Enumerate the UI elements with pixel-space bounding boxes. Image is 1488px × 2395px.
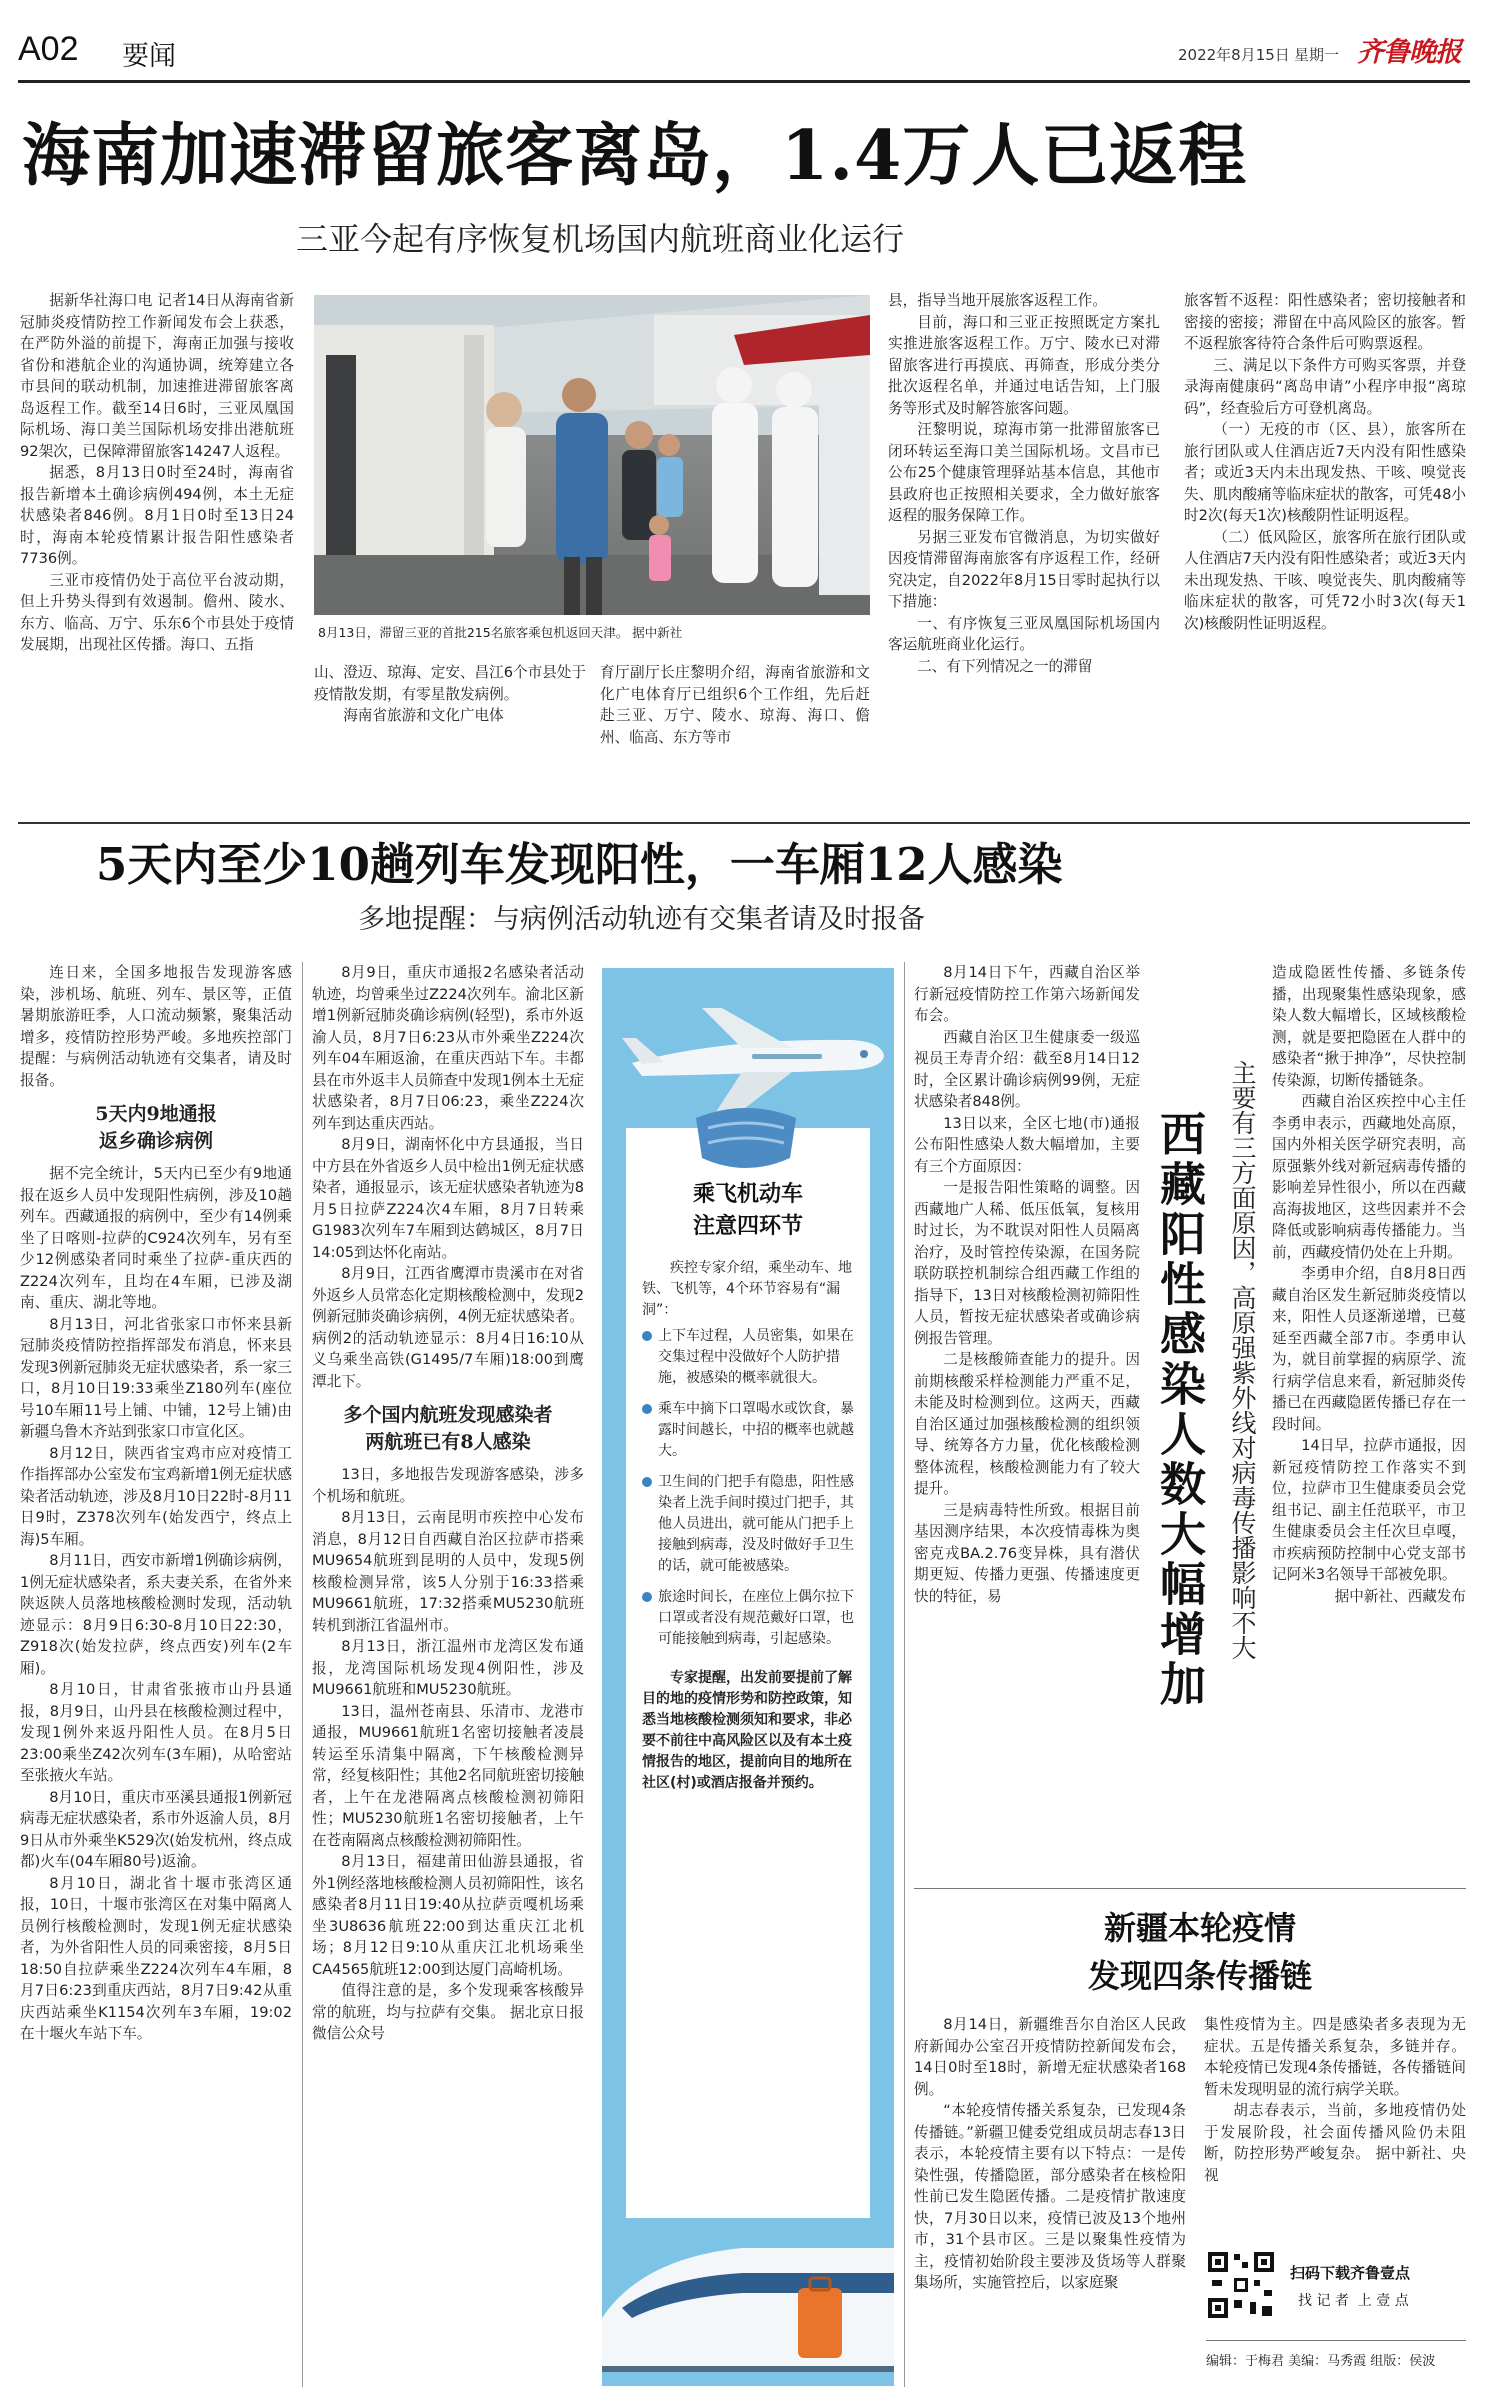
face-mask-icon xyxy=(686,1088,806,1178)
sidebar-title: 乘飞机动车 注意四环节 xyxy=(692,1181,803,1239)
sidebar-outro: 专家提醒，出发前要提前了解目的地的疫情形势和防控政策，知悉当地核酸检测须知和要求，非必要不前往中高风险区以及有本土疫情报告的地区，提前向目的地所在社区(村)或酒店报备并预约。 xyxy=(642,1670,852,1791)
col-rule xyxy=(904,962,905,2387)
subhead-flights: 多个国内航班发现感染者 两航班已有8人感染 xyxy=(343,1404,553,1453)
xizang-col-2: 造成隐匿性传播、多链条传播，出现聚集性感染现象，感染人数大幅增长，区域核酸检测，就是要把隐匿在人群中的感染者“揪于抻净”，尽快控制传染源，切断传播链条。 西藏自治区疾控中心主任李勇申表示，西藏地处高原，国内外相关医学研究表明，高原强紫外线对新冠病毒传播的影响差异性很小，所以在西藏高海拔地区，这些因素并不会降低或影响病毒传播能力。当前，西藏疫情仍处在上升期。 李勇申介绍，自8月8日西藏自治区发生新冠肺炎疫情以来，阳性人员逐渐递增，已蔓延至西藏全部7市。李勇申认为，就目前掌握的病原学、流行病学信息来看，新冠肺炎传播已在西藏隐匿传播已存在一段时间。 14日早，拉萨市通报，因新冠疫情防控工作落实不到位，拉萨市卫生健康委员会党组书记、副主任范联平，市卫生健康委员会主任次旦卓嘎，市疾病预防控制中心党支部书记阿米3名领导干部被免职。 据中新社、西藏发布 xyxy=(1272,964,1466,1605)
qr-text-1: 扫码下载齐鲁壹点 xyxy=(1290,2264,1411,2282)
issue-date: 2022年8月15日 xyxy=(1178,46,1290,64)
train-col-2: 8月9日，重庆市通报2名感染者活动轨迹，均曾乘坐过Z224次列车。渝北区新增1例新冠肺炎确诊病例(轻型)，系市外返渝人员，8月7日6:23从市外乘坐Z224次列车04车厢返渝，在重庆西站下车。丰都县在市外返丰人员筛查中发现1例本土无症状感染者，8月7日06:23，乘坐Z224次列车到达重庆西站。 8月9日，湖南怀化中方县通报，当日中方县在外省返乡人员中检出1例无症状感染者，通报显示，该无症状感染者轨迹为8月5日拉萨Z224次4车厢，8月7日转乘G1983次列车7车厢到达鹤城区，8月7日14:05到达怀化南站。 8月9日，江西省鹰潭市贵溪市在对省外返乡人员常态化定期核酸检测中，发现2例新冠肺炎确诊病例，4例无症状感染者。病例2的活动轨迹显示：8月4日16:10从义乌乘坐高铁(G1495/7车厢)18:00到鹰潭北下。 多个国内航班发现感染者 两航班已有8人感染 13日，多地报告发现游客感染，涉多个机场和航班。 8月13日，云南昆明市疾控中心发布消息，8月12日自西藏自治区拉萨市搭乘MU9654航班到昆明的人员中，发现5例核酸检测异常，该5人分别于16:33搭乘MU9661航班，17:32搭乘MU5230航班转机到浙江省温州市。 8月13日，浙江温州市龙湾区发布通报，龙湾国际机场发现4例阳性，涉及MU9661航班和MU5230航班。 13日，温州苍南县、乐清市、龙港市通报，MU9661航班1名密切接触者凌晨转运至乐清集中隔离，下午核酸检测异常，经复核阳性；其他2名同航班密切接触者，上午在龙港隔离点核酸检测初筛阳性；MU5230航班1名密切接触者，上午在苍南隔离点核酸检测初筛阳性。 8月13日，福建莆田仙游县通报，省外1例经落地核酸检测人员初筛阳性，该名感染者8月11日19:40从拉萨贡嘎机场乘坐3U8636航班22:00到达重庆江北机场；8月12日9:10从重庆江北机场乘坐CA4565航班12:00到达厦门高崎机场。 值得注意的是，多个发现乘客核酸异常的航班，均与拉萨有交集。 据北京日报微信公众号 xyxy=(312,964,584,2042)
hainan-col-5: 旅客暂不返程：阳性感染者；密切接触者和密接的密接；滞留在中高风险区的旅客。暂不返程旅客待符合条件后可购票返程。 三、满足以下条件方可购买客票，并登录海南健康码“离岛申请”小程序申报“离琼码”，经查验后方可登机离岛。 （一）无疫的市（区、县），旅客所在旅行团队或人住酒店近7天内没有阳性感染者；或近3天内未出现发热、干咳、嗅觉丧失、肌肉酸痛等临床症状的散客，可凭48小时2次(每天1次)核酸阴性证明返程。 （二）低风险区，旅客所在旅行团队或人住酒店7天内没有阳性感染者；或近3天内未出现发热、干咳、嗅觉丧失、肌肉酸痛等临床症状的散客，可凭72小时3次(每天1次)核酸阴性证明返程。 xyxy=(1184,292,1466,632)
hainan-col-3-bottom: 育厅副厅长庄黎明介绍，海南省旅游和文化广电体育厅已组织6个工作组，先后赶赴三亚、万宁、陵水、琼海、海口、儋州、临高、东方等市 xyxy=(600,664,870,746)
tip-item: 卫生间的门把手有隐患，阳性感染者上洗手间时摸过门把手，其他人员进出，就可能从门把手上接触到病毒，没及时做好手卫生的话，就可能被感染。 xyxy=(642,1472,856,1577)
bullet-icon xyxy=(642,1592,652,1602)
header-rule xyxy=(18,80,1470,83)
xizang-col-1: 8月14日下午，西藏自治区举行新冠疫情防控工作第六场新闻发布会。 西藏自治区卫生健康委一级巡视员王寿青介绍：截至8月14日12时，全区累计确诊病例99例，无症状感染者848例。 13日以来，全区七地(市)通报公布阳性感染人数大幅增加，主要有三个方面原因： 一是报告阳性策略的调整。因西藏地广人稀、低压低氧，复核用时过长，为不耽误对阳性人员隔离治疗，及时管控传染源，在国务院联防联控机制综合组西藏工作组的指导下，13日对核酸检测初筛阳性人员，暂按无症状感染者或确诊病例报告管理。 二是核酸筛查能力的提升。因前期核酸采样检测能力严重不足，未能及时检测到位。这两天，西藏自治区通过加强核酸检测的组织领导、统筹各方力量，优化核酸检测整体流程，核酸检测能力有了较大提升。 三是病毒特性所致。根据目前基因测序结果，本次疫情毒株为奥密克戎BA.2.76变异株，具有潜伏期更短、传播力更强、传播速度更快的特征，易 xyxy=(914,964,1140,1605)
xizang-title: 西藏阳性感染人数大幅增加 xyxy=(1153,1110,1207,1710)
xinjiang-title: 新疆本轮疫情 发现四条传播链 xyxy=(1087,1909,1312,1995)
sidebar-intro: 疾控专家介绍，乘坐动车、地铁、飞机等，4个环节容易有“漏洞”： xyxy=(642,1260,852,1318)
train-col-1: 连日来，全国多地报告发现游客感染，涉机场、航班、列车、景区等，正值暑期旅游旺季，人口流动频繁，聚集活动增多，疫情防控形势严峻。多地疾控部门提醒：与病例活动轨迹有交集者，请及时报备。 5天内9地通报 返乡确诊病例 据不完全统计，5天内已至少有9地通报在返乡人员中发现阳性病例，涉及10趟列车。西藏通报的病例中，至少有14例乘坐了日喀则-拉萨的C924次列车，另有至少12例感染者同时乘坐了拉萨-重庆西的Z224次列车，且均在4车厢，已涉及湖南、重庆、湖北等地。 8月13日，河北省张家口市怀来县新冠肺炎疫情防控指挥部发布消息，怀来县发现3例新冠肺炎无症状感染者，系一家三口，8月10日19:33乘坐Z180列车(座位号10车厢11号上铺、中铺，12号上铺)由新疆乌鲁木齐站到张家口市宣化区。 8月12日，陕西省宝鸡市应对疫情工作指挥部办公室发布宝鸡新增1例无症状感染者活动轨迹，涉及8月10日22时-8月11日9时，Z378次列车(始发西宁，终点上海)5车厢。 8月11日，西安市新增1例确诊病例，1例无症状感染者，系夫妻关系，在省外来陕返陕人员落地核酸检测时发现，活动轨迹显示：8月9日6:30-8月10日22:30，Z918次(始发拉萨，终点西安)列车(2车厢)。 8月10日，甘肃省张掖市山丹县通报，8月9日，山丹县在核酸检测过程中，发现1例外来返丹阳性人员。在8月5日23:00乘坐Z42次列车(3车厢)，从哈密站至张掖火车站。 8月10日，重庆市巫溪县通报1例新冠病毒无症状感染者，系市外返渝人员，8月9日从市外乘坐K529次(始发杭州，终点成都)火车(04车厢80号)返渝。 8月10日，湖北省十堰市张湾区通报，10日，十堰市张湾区在对集中隔离人员例行核酸检测时，发现1例无症状感染者，为外省阳性人员的同乘密接，8月5日18:50自拉萨乘坐Z224次列车4车厢，8月7日6:23到重庆西站，8月7日9:42从重庆西站乘坐K1154次列车3车厢，19:02在十堰火车站下车。 xyxy=(20,964,292,2042)
xinjiang-col-left: 8月14日，新疆维吾尔自治区人民政府新闻办公室召开疫情防控新闻发布会，14日0时至18时，新增无症状感染者168例。 “本轮疫情传播关系复杂，已发现4条传播链。”新疆卫健委党组成员胡志春13日表示，本轮疫情主要有以下特点：一是传染性强，传播隐匿，部分感染者在核检阳性前已发生隐匿传播。二是疫情扩散速度快，7月30日以来，疫情已波及13个地州市，31个县市区。三是以聚集性疫情为主，疫情初始阶段主要涉及货场等人群聚集场所，实施管控后，以家庭聚 xyxy=(914,2016,1186,2291)
headline-hainan: 海南加速滞留旅客离岛，1.4万人已返程 xyxy=(22,116,1248,196)
sidebar-panel xyxy=(626,1128,870,2226)
tip-item: 乘车中摘下口罩喝水或饮食，暴露时间越长，中招的概率也就越大。 xyxy=(642,1399,856,1462)
headline-train: 5天内至少10趟列车发现阳性，一车厢12人感染 xyxy=(96,838,1063,891)
tip-item: 上下车过程，人员密集，如果在交集过程中没做好个人防护措施，被感染的概率就很大。 xyxy=(642,1326,856,1389)
subhead-train: 多地提醒：与病例活动轨迹有交集者请及时报备 xyxy=(358,904,925,935)
paper-logo: 齐鲁晚报 xyxy=(1357,37,1461,68)
bullet-icon xyxy=(642,1404,652,1414)
subhead-hainan: 三亚今起有序恢复机场国内航班商业化运行 xyxy=(296,220,905,258)
photo-caption: 8月13日，滞留三亚的首批215名旅客乘包机返回天津。 据中新社 xyxy=(318,625,683,640)
xinjiang-divider xyxy=(914,1888,1466,1889)
subhead-9-places: 5天内9地通报 返乡确诊病例 xyxy=(95,1103,217,1152)
xizang-subtitle: 主要有三方面原因，高原强紫外线对病毒传播影响不大 xyxy=(1228,1060,1257,1660)
col-rule xyxy=(302,962,303,2387)
sidebar-points xyxy=(642,1326,856,1794)
photo-illustration xyxy=(314,295,870,615)
qr-code-icon[interactable] xyxy=(1206,2250,1276,2320)
page-number: A02 xyxy=(18,30,79,68)
footer-rule xyxy=(1206,2340,1466,2341)
bullet-icon xyxy=(642,1331,652,1341)
travel-tips-sidebar xyxy=(602,968,894,2386)
section-name: 要闻 xyxy=(122,41,176,72)
bullet-icon xyxy=(642,1477,652,1487)
tip-item: 旅途时间长，在座位上偶尔拉下口罩或者没有规范戴好口罩，也可能接触到病毒，引起感染。 xyxy=(642,1587,856,1650)
airport-photo xyxy=(314,295,870,615)
hainan-col-4: 县，指导当地开展旅客返程工作。 目前，海口和三亚正按照既定方案扎实推进旅客返程工作。万宁、陵水已对滞留旅客进行再摸底、再筛查，形成分类分批次返程名单，并通过电话告知，上门服务等形式及时解答旅客问题。 汪黎明说，琼海市第一批滞留旅客已闭环转运至海口美兰国际机场。文昌市已公布25个健康管理驿站基本信息，其他市县政府也正按照相关要求，全力做好旅客返程的服务保障工作。 另据三亚发布官微消息，为切实做好因疫情滞留海南旅客有序返程工作，经研究决定，自2022年8月15日零时起执行以下措施： 一、有序恢复三亚凤凰国际机场国内客运航班商业化运行。 二、有下列情况之一的滞留 xyxy=(888,292,1160,675)
qr-text-2: 找 记 者 上 壹 点 xyxy=(1298,2293,1409,2309)
hainan-col-1: 据新华社海口电 记者14日从海南省新冠肺炎疫情防控工作新闻发布会上获悉，在严防外溢的前提下，海南正加强与接收省份和港航企业的沟通协调，统筹建立各市县间的联动机制，加速推进滞留旅客离岛返程工作。截至14日6时，三亚凤凰国际机场、海口美兰国际机场安排出港航班92架次，已保障滞留旅客14247人返程。 据悉，8月13日0时至24时，海南省报告新增本土确诊病例494例，本土无症状感染者846例。8月1日0时至13日24时，海南本轮疫情累计报告阳性感染者7736例。 三亚市疫情仍处于高位平台波动期，但上升势头得到有效遏制。儋州、陵水、东方、临高、万宁、乐东6个市县处于疫情发展期，出现社区传播。海口、五指 xyxy=(20,292,294,653)
issue-weekday: 星期一 xyxy=(1294,46,1340,64)
xinjiang-col-right: 集性疫情为主。四是感染者多表现为无症状。五是传播关系复杂，多链并存。本轮疫情已发现4条传播链，各传播链间暂未发现明显的流行病学关联。 胡志春表示，当前，多地疫情仍处于发展阶段，社会面传播风险仍未阻断，防控形势严峻复杂。 据中新社、央视 xyxy=(1204,2016,1466,2184)
editor-credits: 编辑：于梅君 美编：马秀霞 组版：侯波 xyxy=(1206,2354,1436,2369)
section-divider xyxy=(18,822,1470,824)
train-icon xyxy=(602,2218,894,2386)
hainan-col-2-bottom: 山、澄迈、琼海、定安、昌江6个市县处于疫情散发期，有零星散发病例。 海南省旅游和文化广电体 xyxy=(314,664,586,724)
